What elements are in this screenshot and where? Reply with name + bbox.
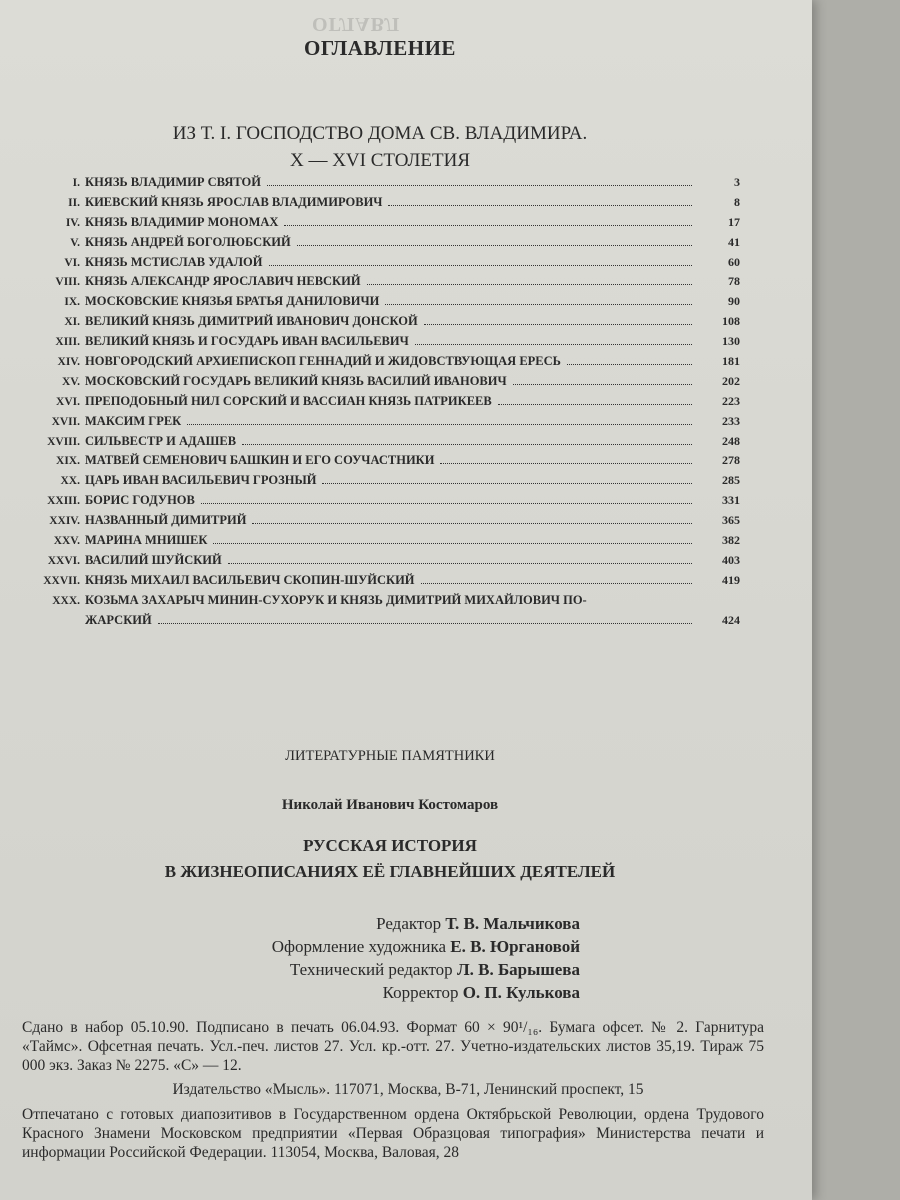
toc-entry-title: КОЗЬМА ЗАХАРЫЧ МИНИН-СУХОРУК И КНЯЗЬ ДИМИТРИЙ МИХАЙЛОВИЧ ПО- [85, 592, 587, 607]
toc-entry-title: МОСКОВСКИЕ КНЯЗЬЯ БРАТЬЯ ДАНИЛОВИЧИ [85, 294, 380, 309]
toc-entry-title: ВАСИЛИЙ ШУЙСКИЙ [85, 552, 222, 567]
credit-line [200, 912, 580, 935]
toc-dot-leader [213, 543, 692, 544]
toc-entry [40, 473, 740, 493]
credit-line [200, 981, 580, 1004]
toc-entry-page: 223 [722, 393, 740, 408]
toc-dot-leader [367, 284, 692, 285]
toc-entry-page: 3 [734, 175, 740, 189]
toc-entry-number: XIX. [56, 455, 80, 468]
toc-entry-title: КНЯЗЬ АЛЕКСАНДР ЯРОСЛАВИЧ НЕВСКИЙ [85, 274, 361, 289]
toc-entry-number: XXVI. [47, 554, 80, 567]
toc-dot-leader [252, 523, 692, 524]
credit-role: Технический редактор [289, 960, 453, 979]
toc-entry-page: 365 [722, 513, 740, 528]
toc-entry-number: XIV. [57, 356, 80, 369]
toc-entry-title: МАРИНА МНИШЕК [85, 533, 208, 548]
credit-name: Л. В. Барышева [456, 960, 580, 979]
toc-dot-leader [567, 364, 692, 365]
toc-entry-title: СИЛЬВЕСТР И АДАШЕВ [85, 433, 237, 448]
toc-entry-title: КИЕВСКИЙ КНЯЗЬ ЯРОСЛАВ ВЛАДИМИРОВИЧ [85, 194, 383, 209]
volume-heading-line2: X — XVI СТОЛЕТИЯ [289, 150, 471, 171]
toc-dot-leader [242, 444, 692, 445]
toc-entry [40, 613, 740, 633]
toc-dot-leader [322, 483, 692, 484]
toc-entry-number: IV. [65, 216, 80, 229]
toc-dot-leader [187, 424, 692, 425]
toc-entry [40, 314, 740, 334]
table-of-contents [40, 175, 740, 633]
toc-entry-page: 60 [728, 254, 740, 269]
toc-entry-number: XVII. [51, 415, 80, 428]
toc-entry-number: XV. [61, 375, 80, 388]
toc-entry-number: II. [68, 196, 80, 209]
toc-entry [40, 215, 740, 235]
toc-entry-title: ВЕЛИКИЙ КНЯЗЬ И ГОСУДАРЬ ИВАН ВАСИЛЬЕВИЧ [85, 334, 409, 349]
toc-entry [40, 493, 740, 513]
toc-entry-number: XVIII. [47, 435, 80, 448]
toc-entry-title: ЖАРСКИЙ [85, 612, 152, 627]
toc-entry-page: 331 [722, 493, 740, 508]
toc-dot-leader [201, 503, 692, 504]
toc-entry-number: XXX. [52, 594, 80, 607]
toc-entry-title: КНЯЗЬ МСТИСЛАВ УДАЛОЙ [85, 254, 263, 269]
toc-entry-page: 90 [728, 294, 740, 309]
toc-dot-leader [415, 344, 692, 345]
credit-name: О. П. Кулькова [462, 983, 580, 1002]
toc-entry-title: МАКСИМ ГРЕК [85, 413, 182, 428]
toc-dot-leader [440, 463, 692, 464]
toc-entry-page: 41 [728, 234, 740, 249]
author-name: Николай Иванович Костомаров [281, 797, 499, 813]
credit-role: Редактор [376, 914, 442, 933]
toc-entry-number: XXVII. [43, 574, 80, 587]
toc-entry [40, 294, 740, 314]
toc-entry-title: КНЯЗЬ ВЛАДИМИР МОНОМАХ [85, 214, 279, 229]
toc-dot-leader [421, 583, 692, 584]
toc-entry [40, 235, 740, 255]
credits-block [200, 912, 580, 1004]
toc-entry [40, 593, 740, 613]
toc-entry-number: XVI. [56, 395, 80, 408]
toc-entry-title: КНЯЗЬ ВЛАДИМИР СВЯТОЙ [85, 175, 261, 189]
toc-dot-leader [385, 304, 692, 305]
publisher-address: Издательство «Мысль». 117071, Москва, В-71, Ленинский проспект, 15 [172, 1081, 644, 1098]
toc-entry-page: 233 [722, 413, 740, 428]
book-title-line2: В ЖИЗНЕОПИСАНИЯХ ЕЁ ГЛАВНЕЙШИХ ДЕЯТЕЛЕЙ [164, 862, 616, 881]
toc-dot-leader [267, 185, 692, 186]
toc-entry-page: 181 [722, 354, 740, 369]
toc-entry-page: 248 [722, 433, 740, 448]
toc-entry [40, 513, 740, 533]
toc-entry-title: НОВГОРОДСКИЙ АРХИЕПИСКОП ГЕННАДИЙ И ЖИДОВСТВУЮЩАЯ ЕРЕСЬ [85, 354, 561, 369]
toc-entry [40, 453, 740, 473]
toc-entry-page: 424 [722, 612, 740, 627]
toc-entry [40, 434, 740, 454]
toc-entry-page: 285 [722, 473, 740, 488]
toc-entry [40, 255, 740, 275]
toc-dot-leader [297, 245, 692, 246]
toc-entry-number: I. [72, 177, 80, 189]
toc-entry-title: ВЕЛИКИЙ КНЯЗЬ ДИМИТРИЙ ИВАНОВИЧ ДОНСКОЙ [85, 314, 418, 329]
toc-entry [40, 175, 740, 195]
toc-entry-number: XXIII. [47, 495, 80, 508]
toc-entry-number: V. [70, 236, 80, 249]
toc-entry-page: 17 [728, 214, 740, 229]
toc-entry-number: XX. [60, 475, 80, 488]
toc-entry-number: XIII. [55, 336, 80, 349]
volume-heading-line1: ИЗ Т. I. ГОСПОДСТВО ДОМА СВ. ВЛАДИМИРА. [172, 123, 588, 144]
credit-role: Корректор [382, 983, 459, 1002]
toc-entry-page: 419 [722, 572, 740, 587]
toc-entry-title: ЦАРЬ ИВАН ВАСИЛЬЕВИЧ ГРОЗНЫЙ [85, 473, 317, 488]
toc-entry-page: 403 [722, 552, 740, 567]
toc-entry-title: МОСКОВСКИЙ ГОСУДАРЬ ВЕЛИКИЙ КНЯЗЬ ВАСИЛИЙ ИВАНОВИЧ [85, 373, 507, 388]
toc-entry-number: VI. [64, 256, 80, 269]
toc-entry-title: МАТВЕЙ СЕМЕНОВИЧ БАШКИН И ЕГО СОУЧАСТНИКИ [85, 453, 435, 468]
toc-entry [40, 334, 740, 354]
toc-entry-page: 8 [734, 194, 740, 209]
book-title [0, 833, 780, 885]
toc-dot-leader [158, 623, 692, 624]
toc-dot-leader [424, 324, 692, 325]
toc-entry-number: XXV. [53, 535, 80, 548]
toc-entry-number: XXIV. [49, 515, 80, 528]
volume-heading [0, 120, 760, 174]
printer-details: Отпечатано с готовых диапозитивов в Государственном ордена Октябрьской Революции, ордена Трудового Красного Знамени Московском предприятии «Первая Образцовая типография» Министерства печати и информации Российской Федерации. 113054, Москва, Валовая, 28 [22, 1106, 764, 1161]
toc-entry-number: IX. [64, 296, 80, 309]
toc-dot-leader [388, 205, 692, 206]
credit-role: Оформление художника [271, 937, 447, 956]
toc-entry-title: ПРЕПОДОБНЫЙ НИЛ СОРСКИЙ И ВАССИАН КНЯЗЬ ПАТРИКЕЕВ [85, 393, 492, 408]
credit-name: Е. В. Юргановой [450, 937, 580, 956]
toc-entry [40, 195, 740, 215]
toc-entry-number: XI. [64, 316, 80, 329]
toc-dot-leader [269, 265, 692, 266]
imprint-details: Сдано в набор 05.10.90. Подписано в печать 06.04.93. Формат 60 × 90¹/₁₆. Бумага офсет. № 2. Гарнитура «Таймс». Офсетная печать. Усл.-печ. листов 27. Усл. кр.-отт. 27. Учетно-издательских листов 35,19. Тираж 75 000 экз. Заказ № 2275. «С» — 12. [22, 1019, 764, 1074]
toc-dot-leader [513, 384, 692, 385]
toc-entry [40, 394, 740, 414]
toc-entry-page: 382 [722, 533, 740, 548]
book-title-line1: РУССКАЯ ИСТОРИЯ [303, 836, 477, 855]
toc-entry [40, 553, 740, 573]
toc-entry-page: 108 [722, 314, 740, 329]
toc-entry-title: КНЯЗЬ МИХАИЛ ВАСИЛЬЕВИЧ СКОПИН-ШУЙСКИЙ [85, 572, 415, 587]
toc-entry-title: НАЗВАННЫЙ ДИМИТРИЙ [85, 513, 247, 528]
credit-line [200, 935, 580, 958]
toc-entry [40, 573, 740, 593]
toc-entry [40, 533, 740, 553]
page-title: ОГЛАВЛЕНИЕ [304, 36, 456, 60]
toc-entry-title: БОРИС ГОДУНОВ [85, 493, 195, 508]
toc-entry [40, 414, 740, 434]
toc-dot-leader [284, 225, 692, 226]
toc-dot-leader [498, 404, 692, 405]
toc-entry-title: КНЯЗЬ АНДРЕЙ БОГОЛЮБСКИЙ [85, 234, 291, 249]
credit-name: Т. В. Мальчикова [445, 914, 580, 933]
toc-entry [40, 374, 740, 394]
toc-entry-page: 78 [728, 274, 740, 289]
toc-entry-page: 278 [722, 453, 740, 468]
series-name: ЛИТЕРАТУРНЫЕ ПАМЯТНИКИ [285, 748, 495, 764]
toc-entry-page: 130 [722, 334, 740, 349]
toc-entry-page: 202 [722, 373, 740, 388]
mirror-bleed-text: ОГЛАВЛ [312, 13, 401, 35]
toc-entry [40, 274, 740, 294]
credit-line [200, 958, 580, 981]
toc-dot-leader [228, 563, 692, 564]
toc-entry-number: VIII. [55, 276, 80, 289]
toc-entry [40, 354, 740, 374]
